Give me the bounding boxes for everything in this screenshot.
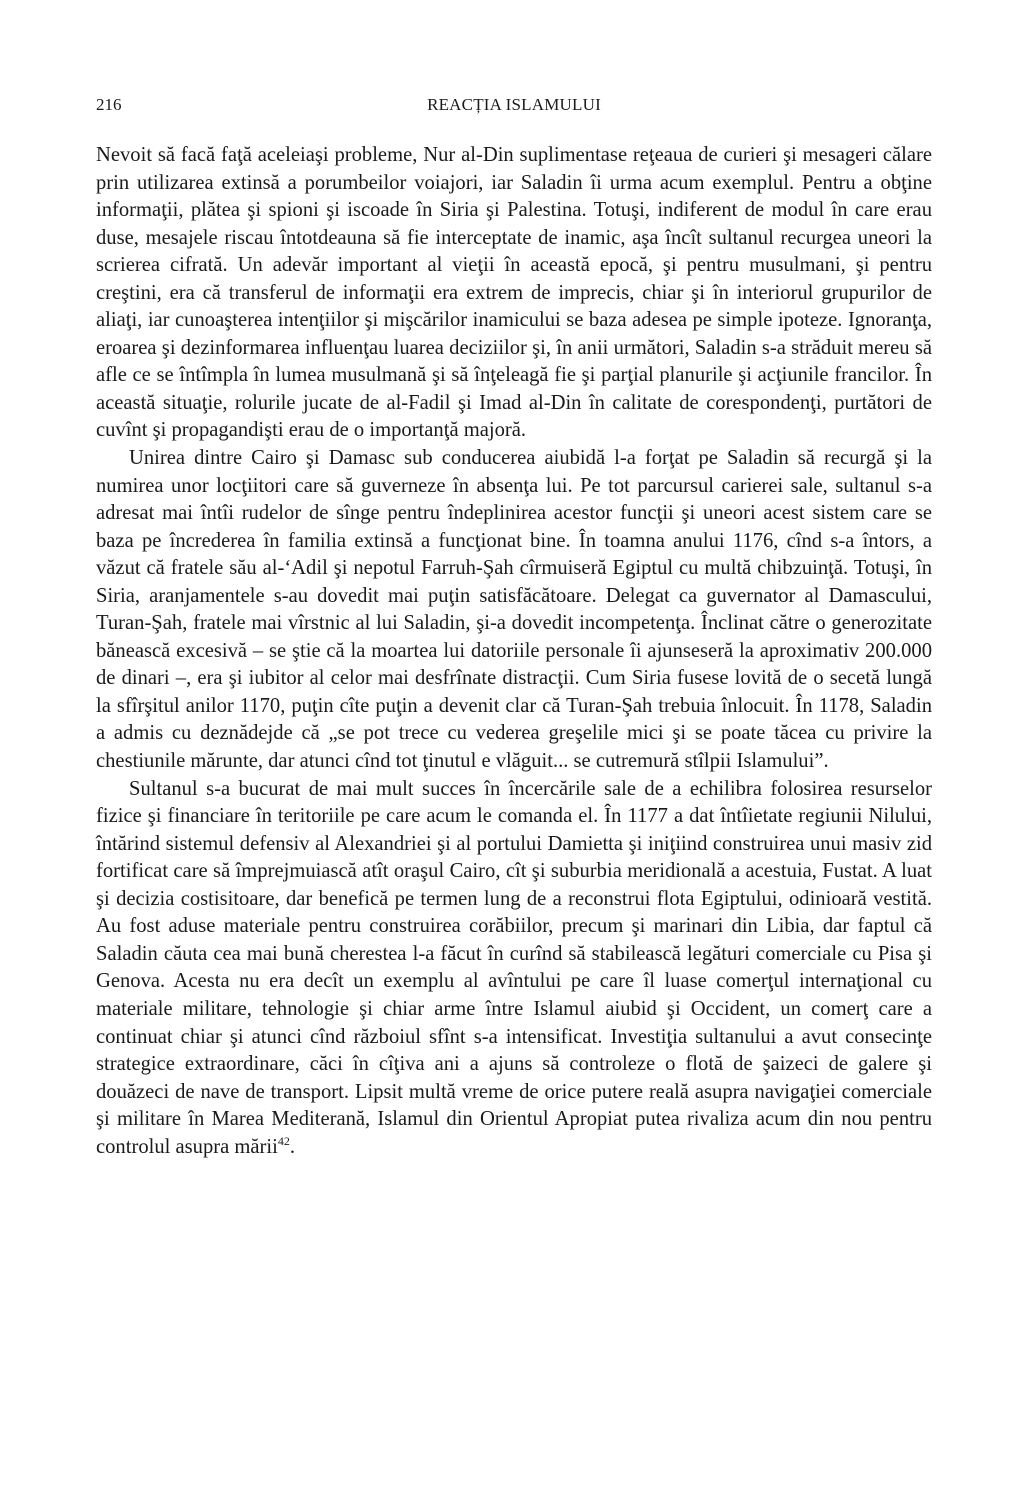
paragraph-trailing-punctuation: .	[289, 1135, 296, 1158]
paragraph	[96, 445, 932, 776]
footnote-reference[interactable]: 42	[277, 1133, 290, 1148]
page-header	[96, 92, 932, 118]
page-body	[96, 142, 932, 1161]
paragraph	[96, 776, 932, 1162]
paragraph-text: Nevoit să facă faţă aceleiaşi probleme, Nur al-Din suplimentase reţeaua de curieri şi mesageri călare prin utilizarea extinsă a porumbeilor voiajori, iar Saladin îi urma acum exemplul. Pentru a obţine informaţii, plătea şi spioni şi iscoade în Siria şi Palestina. Totuşi, indiferent de modul în care erau duse, mesajele riscau întotdeauna să fie interceptate de inamic, aşa încît sultanul recurgea uneori la scrierea cifrată. Un adevăr important al vieţii în această epocă, şi pentru musulmani, şi pentru creştini, era că transferul de informaţii era extrem de imprecis, chiar şi în interiorul grupurilor de aliaţi, iar cunoaşterea intenţiilor şi mişcărilor inamicului se baza adesea pe simple ipoteze. Ignoranţa, eroarea şi dezinformarea influenţau luarea deciziilor şi, în anii următori, Saladin s-a străduit mereu să afle ce se întîmpla în lumea musulmană şi să înţeleagă fie şi parţial planurile şi acţiunile francilor. În această situaţie, rolurile jucate de al-Fadil şi Imad al-Din în calitate de corespondenţi, purtători de cuvînt şi propagandişti erau de o importanţă majoră.	[96, 144, 932, 442]
running-title: REACȚIA ISLAMULUI	[427, 95, 601, 114]
page-number: 216	[96, 95, 122, 114]
paragraph	[96, 142, 932, 445]
book-page	[96, 92, 932, 1161]
paragraph-text: Sultanul s-a bucurat de mai mult succes în încercările sale de a echilibra folosirea resurselor fizice şi financiare în teritoriile pe care acum le comanda el. În 1177 a dat întîietate regiunii Nilului, întărind sistemul defensiv al Alexandriei şi al portului Damietta şi iniţiind construirea unui masiv zid fortificat care să împrejmuiască atît oraşul Cairo, cît şi suburbia meridională a acestuia, Fustat. A luat şi decizia costisitoare, dar benefică pe termen lung de a reconstrui flota Egiptului, odinioară vestită. Au fost aduse materiale pentru construirea corăbiilor, precum şi marinari din Libia, dar faptul că Saladin căuta cea mai bună cherestea l-a făcut în curînd să stabilească legături comerciale cu Pisa şi Genova. Acesta nu era decît un exemplu al avîntului pe care îl luase comerţul internaţional cu materiale militare, tehnologie şi chiar arme între Islamul aiubid şi Occident, un comerţ care a continuat chiar şi atunci cînd războiul sfînt s-a intensificat. Investiţia sultanului a avut consecinţe strategice extraordinare, căci în cîţiva ani a ajuns să controleze o flotă de şaizeci de galere şi douăzeci de nave de transport. Lipsit multă vreme de orice putere reală asupra navigaţiei comerciale şi militare în Marea Mediterană, Islamul din Orientul Apropiat putea rivaliza acum din nou pentru controlul asupra mării	[96, 777, 932, 1158]
paragraph-text: Unirea dintre Cairo şi Damasc sub conducerea aiubidă l-a forţat pe Saladin să recurgă şi la numirea unor locţiitori care să guverneze în absenţa lui. Pe tot parcursul carierei sale, sultanul s-a adresat mai întîi rudelor de sînge pentru îndeplinirea acestor funcţii şi uneori acest sistem care se baza pe încrederea în familia extinsă a funcţionat bine. În toamna anului 1176, cînd s-a întors, a văzut că fratele său al-‘Adil şi nepotul Farruh-Şah cîrmuiseră Egiptul cu multă chibzuinţă. Totuşi, în Siria, aranjamentele s-au dovedit mai puţin satisfăcătoare. Delegat ca guvernator al Damascului, Turan-Şah, fratele mai vîrstnic al lui Saladin, şi-a dovedit incompetenţa. Înclinat către o generozitate bănească excesivă – se ştie că la moartea lui datoriile personale îi ajunseseră la aproximativ 200.000 de dinari –, era şi iubitor al celor mai desfrînate distracţii. Cum Siria fusese lovită de o secetă lungă la sfîrşitul anilor 1170, puţin cîte puţin a devenit clar că Turan-Şah trebuia înlocuit. În 1178, Saladin a admis cu deznădejde că „se pot trece cu vederea greşelile mici şi se poate tăcea cu privire la chestiunile mărunte, dar atunci cînd tot ţinutul e vlăguit... se cutremură stîlpii Islamului”.	[96, 447, 932, 773]
